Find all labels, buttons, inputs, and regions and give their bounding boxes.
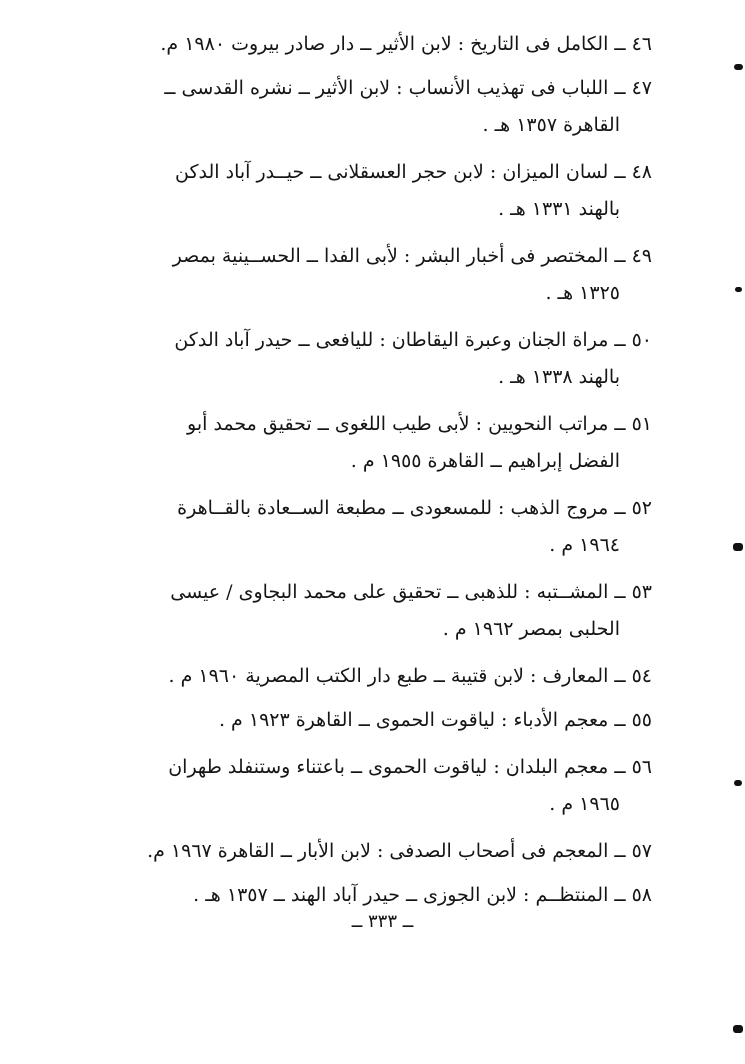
entry-line-continuation: ١٣٢٥ هـ . bbox=[545, 282, 620, 304]
page-number: ــ ٣٣٣ ــ bbox=[351, 911, 414, 932]
entry-line-continuation: الحلبى بمصر ١٩٦٢ م . bbox=[442, 618, 620, 640]
bibliography-entry-53 bbox=[112, 574, 652, 648]
scan-mark bbox=[735, 287, 742, 292]
entry-line-continuation: ١٩٦٥ م . bbox=[549, 793, 620, 815]
entry-line-continuation: ١٩٦٤ م . bbox=[549, 534, 620, 556]
entry-line: ٥٨ ــ المنتظــم : لابن الجوزى ــ حيدر آباد الهند ــ ١٣٥٧ هـ . bbox=[193, 884, 652, 906]
bibliography-entry-50 bbox=[112, 322, 652, 396]
entry-line-continuation: القاهرة ١٣٥٧ هـ . bbox=[482, 114, 620, 136]
entry-line: ٥٤ ــ المعارف : لابن قتيبة ــ طبع دار الكتب المصرية ١٩٦٠ م . bbox=[168, 665, 652, 687]
entry-line: ٥٧ ــ المعجم فى أصحاب الصدفى : لابن الأبار ــ القاهرة ١٩٦٧ م. bbox=[147, 840, 652, 862]
bibliography-entry-56 bbox=[112, 749, 652, 823]
entry-line: ٥٥ ــ معجم الأدباء : لياقوت الحموى ــ القاهرة ١٩٢٣ م . bbox=[218, 709, 652, 731]
scan-mark bbox=[734, 780, 742, 786]
bibliography-entry-51 bbox=[112, 406, 652, 480]
entry-line: ٤٧ ــ اللباب فى تهذيب الأنساب : لابن الأثير ــ نشره القدسى ــ bbox=[164, 77, 652, 99]
bibliography-entry-52 bbox=[112, 490, 652, 564]
scan-mark bbox=[733, 543, 743, 551]
scan-mark bbox=[734, 64, 743, 70]
bibliography-entry-47 bbox=[112, 70, 652, 144]
entry-line: ٤٨ ــ لسان الميزان : لابن حجر العسقلانى ــ حيــدر آباد الدكن bbox=[175, 161, 652, 183]
bibliography-entry-46 bbox=[112, 26, 652, 63]
entry-line-continuation: بالهند ١٣٣١ هـ . bbox=[498, 198, 620, 220]
entry-line: ٥١ ــ مراتب النحويين : لأبى طيب اللغوى ــ تحقيق محمد أبو bbox=[187, 413, 652, 435]
entry-line: ٤٩ ــ المختصر فى أخبار البشر : لأبى الفدا ــ الحســينية بمصر bbox=[172, 245, 652, 267]
bibliography-entry-58 bbox=[112, 877, 652, 914]
bibliography-entry-57 bbox=[112, 833, 652, 870]
bibliography-entry-48 bbox=[112, 154, 652, 228]
entry-line: ٥٢ ــ مروج الذهب : للمسعودى ــ مطبعة الســعادة بالقــاهرة bbox=[177, 497, 652, 519]
bibliography-entry-54 bbox=[112, 658, 652, 695]
entry-line: ٥٣ ــ المشــتبه : للذهبى ــ تحقيق على محمد البجاوى / عيسى bbox=[170, 581, 652, 603]
entry-line: ٥٠ ــ مراة الجنان وعبرة اليقاطان : لليافعى ــ حيدر آباد الدكن bbox=[174, 329, 652, 351]
entry-line: ٤٦ ــ الكامل فى التاريخ : لابن الأثير ــ دار صادر بيروت ١٩٨٠ م. bbox=[160, 33, 652, 55]
bibliography-entry-49 bbox=[112, 238, 652, 312]
bibliography-list bbox=[112, 26, 652, 914]
bibliography-entry-55 bbox=[112, 702, 652, 739]
entry-line-continuation: الفضل إبراهيم ــ القاهرة ١٩٥٥ م . bbox=[350, 450, 620, 472]
entry-line-continuation: بالهند ١٣٣٨ هـ . bbox=[498, 366, 620, 388]
scan-mark bbox=[733, 1025, 743, 1033]
entry-line: ٥٦ ــ معجم البلدان : لياقوت الحموى ــ باعتناء وستنفلد طهران bbox=[168, 756, 652, 778]
